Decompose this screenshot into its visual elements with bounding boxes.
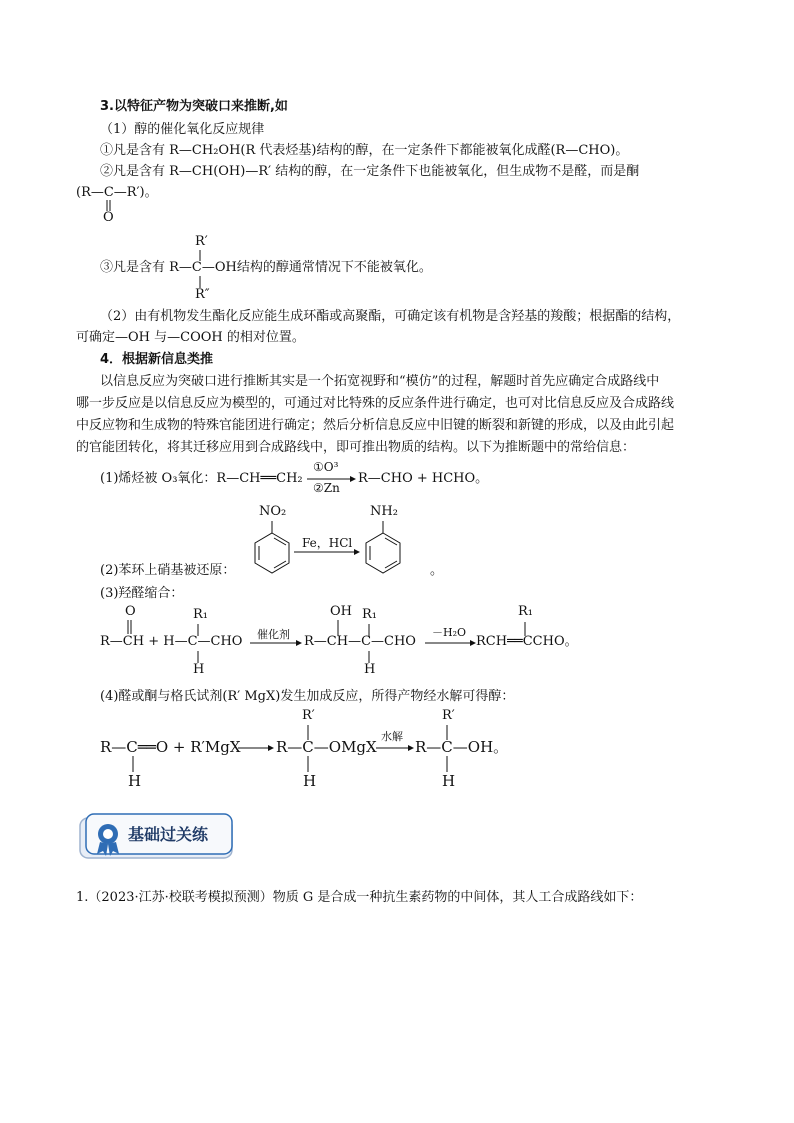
info-4-label: (4)醛或酮与格氏试剂(R′ MgX)发生加成反应，所得产物经水解可得醇： [100, 689, 515, 704]
aldol-left: R—CH + H—C—CHO [100, 634, 243, 649]
grignard-hydrolysis: 水解 [381, 730, 403, 743]
info-2-end: 。 [430, 563, 444, 578]
info-1-suffix: R—CHO + HCHO。 [358, 471, 489, 486]
grignard-h3: H [442, 772, 456, 790]
info-1-cond2: ②Zn [313, 481, 340, 495]
grignard-h1: H [128, 772, 142, 790]
section-4-heading: 4．根据新信息类推 [100, 352, 214, 367]
info-2-cond: Fe，HCl [302, 536, 353, 550]
question-1: 1.（2023·江苏·校联考模拟预测）物质 G 是合成一种抗生素药物的中间体，其人工合成路线如下： [76, 890, 643, 905]
aldol-catalyst: 催化剂 [257, 628, 290, 641]
aldol-h-a: H [193, 662, 205, 677]
info-2-label: (2)苯环上硝基被还原： [100, 563, 236, 578]
tertiary-r2: R″ [195, 287, 210, 302]
nitro-label: NO₂ [259, 504, 287, 519]
subsection-2-line1: （2）由有机物发生酯化反应能生成环酯或高聚酯，可确定该有机物是含羟基的羧酸；根据酯的结构， [100, 309, 681, 324]
aldol-dehydrate: －H₂O [432, 626, 467, 639]
aldol-r1-a: R₁ [193, 607, 208, 622]
tertiary-r1: R′ [195, 234, 208, 249]
grignard-part1: R—C══O + R′MgX [100, 738, 241, 756]
grignard-h2: H [303, 772, 317, 790]
grignard-r-a: R′ [302, 708, 315, 723]
subsection-2-line2: 可确定—OH 与—COOH 的相对位置。 [76, 330, 305, 345]
ketone-oxygen: O [103, 210, 114, 225]
grignard-part3: R—C—OH。 [415, 738, 509, 756]
aldol-carbonyl-o: O [125, 604, 136, 619]
subsection-1-title: （1）醇的催化氧化反应规律 [100, 122, 265, 137]
aldol-middle: R—CH—C—CHO [304, 634, 416, 649]
rule-1: ①凡是含有 R—CH₂OH(R 代表烃基)结构的醇，在一定条件下都能被氧化成醛(R—CHO)。 [100, 143, 629, 158]
aldol-r1-b: R₁ [362, 607, 377, 622]
grignard-part2: R—C—OMgX [276, 738, 377, 756]
rule-3: ③凡是含有 R—C—OH结构的醇通常情况下不能被氧化。 [100, 260, 432, 275]
paragraph-line2: 哪一步反应是以信息反应为模型的，可通过对比特殊的反应条件进行确定，也可对比信息反应及合成路线 [76, 396, 675, 411]
info-1-prefix: (1)烯烃被 O₃氧化：R—CH══CH₂ [100, 471, 303, 486]
aldol-oh: OH [330, 604, 352, 619]
rule-2: ②凡是含有 R—CH(OH)—R′ 结构的醇，在一定条件下也能被氧化，但生成物不是醛，而是酮 [100, 164, 640, 179]
aldol-right: RCH══CCHO。 [476, 634, 578, 649]
paragraph-line1: 以信息反应为突破口进行推断其实是一个拓宽视野和“模仿”的过程，解题时首先应确定合成路线中 [100, 374, 660, 389]
grignard-r-b: R′ [442, 708, 455, 723]
aldol-h-b: H [364, 662, 376, 677]
badge-label: 基础过关练 [128, 825, 209, 844]
paragraph-line3: 中反应物和生成物的特殊官能团进行确定；然后分析信息反应中旧键的断裂和新键的形成，以及由此引起 [76, 418, 675, 433]
section-badge [78, 812, 238, 862]
info-1-cond1: ①O³ [313, 460, 339, 474]
grignard-bonds [0, 0, 1, 1]
info-3-label: (3)羟醛缩合： [100, 586, 184, 601]
amino-label: NH₂ [370, 504, 398, 519]
ketone-formula: (R—C—R′)。 [76, 185, 158, 200]
section-3-heading: 3.以特征产物为突破口来推断,如 [100, 99, 288, 114]
aldol-r1-c: R₁ [518, 604, 533, 619]
paragraph-line4: 的官能团转化，将其迁移应用到合成路线中，即可推出物质的结构。以下为推断题中的常给信息： [76, 440, 636, 455]
